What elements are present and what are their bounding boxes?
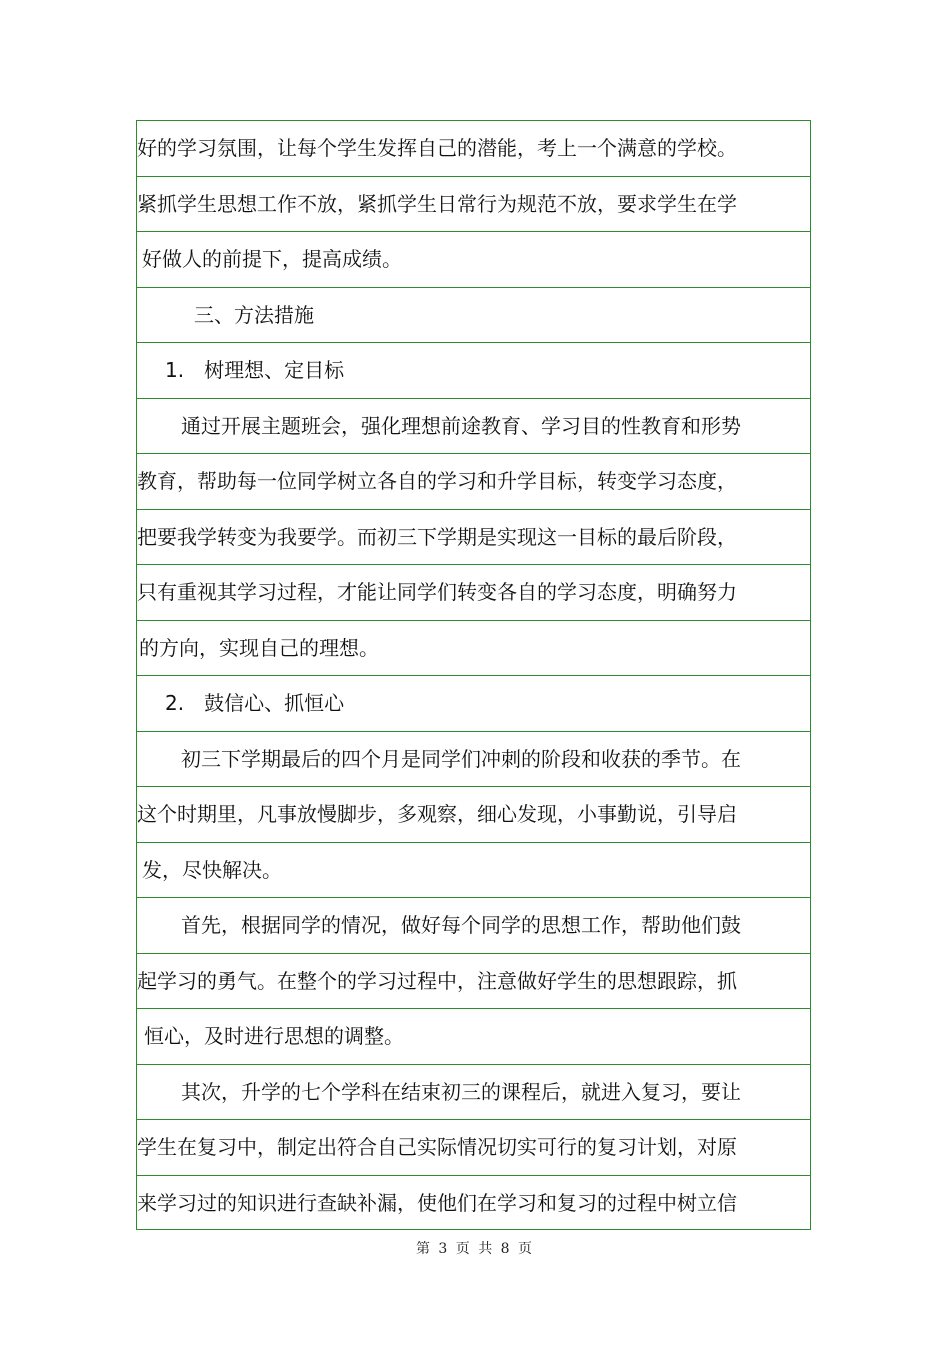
text-line — [137, 732, 810, 788]
line-text: 来学习过的知识进行查缺补漏，使他们在学习和复习的过程中树立信 — [137, 1190, 737, 1215]
text-line — [137, 565, 810, 621]
line-text: 其次，升学的七个学科在结束初三的课程后，就进入复习，要让 — [181, 1079, 741, 1104]
text-line — [137, 1065, 810, 1121]
line-text: 恒心，及时进行思想的调整。 — [144, 1024, 404, 1048]
text-line — [137, 1176, 810, 1232]
text-line — [137, 1120, 810, 1176]
text-line — [137, 121, 810, 177]
text-line — [137, 843, 810, 899]
line-text: 好做人的前提下，提高成绩。 — [142, 247, 402, 271]
line-text: 好的学习氛围，让每个学生发挥自己的潜能，考上一个满意的学校。 — [137, 136, 737, 160]
line-text: 发，尽快解决。 — [142, 857, 282, 882]
text-line — [137, 898, 810, 954]
line-text: 学生在复习中，制定出符合自己实际情况切实可行的复习计划，对原 — [137, 1135, 737, 1159]
text-line — [137, 787, 810, 843]
text-line — [137, 954, 810, 1010]
line-text: 把要我学转变为我要学。而初三下学期是实现这一目标的最后阶段， — [137, 524, 737, 549]
line-text: 通过开展主题班会，强化理想前途教育、学习目的性教育和形势 — [181, 413, 741, 438]
heading-text: 三、方法措施 — [194, 302, 314, 327]
line-text: 这个时期里，凡事放慢脚步，多观察，细心发现，小事勤说，引导启 — [137, 802, 737, 826]
text-line — [137, 232, 810, 288]
subsection-heading — [137, 676, 810, 732]
text-line — [137, 454, 810, 510]
line-text: 紧抓学生思想工作不放，紧抓学生日常行为规范不放，要求学生在学 — [137, 191, 737, 216]
line-text: 只有重视其学习过程，才能让同学们转变各自的学习态度，明确努力 — [137, 580, 737, 604]
text-line — [137, 177, 810, 233]
line-text: 起学习的勇气。在整个的学习过程中，注意做好学生的思想跟踪，抓 — [137, 968, 737, 993]
section-heading — [137, 288, 810, 344]
text-line — [137, 1009, 810, 1065]
line-text: 首先，根据同学的情况，做好每个同学的思想工作，帮助他们鼓 — [181, 913, 741, 937]
text-line — [137, 621, 810, 677]
line-text: 教育，帮助每一位同学树立各自的学习和升学目标，转变学习态度， — [137, 469, 737, 493]
page-number: 第 3 页 共 8 页 — [415, 1241, 535, 1257]
heading-text: 1. 树理想、定目标 — [165, 358, 345, 382]
subsection-heading — [137, 343, 810, 399]
line-text: 初三下学期最后的四个月是同学们冲刺的阶段和收获的季节。在 — [181, 746, 741, 771]
line-text: 的方向，实现自己的理想。 — [139, 635, 379, 660]
heading-text: 2. 鼓信心、抓恒心 — [165, 691, 345, 715]
text-line — [137, 510, 810, 566]
text-line — [137, 399, 810, 455]
document-page — [136, 120, 811, 1230]
